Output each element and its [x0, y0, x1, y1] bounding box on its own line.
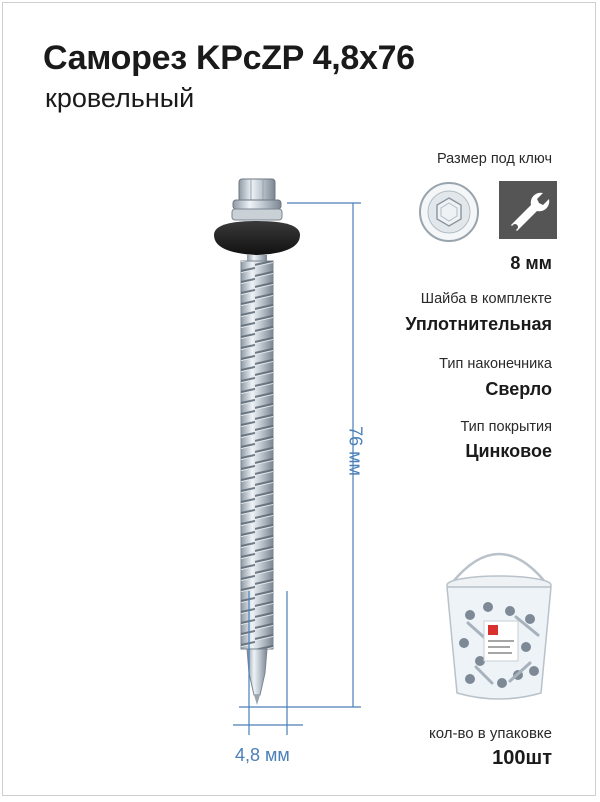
wrench-icon [499, 181, 557, 244]
package-quantity-label: кол-во в упаковке [428, 725, 552, 742]
washer-value: Уплотнительная [405, 314, 552, 334]
package-bucket-image [440, 543, 558, 713]
washer-label: Шайба в комплекте [420, 291, 552, 307]
coating-label: Тип покрытия [460, 419, 552, 435]
sealing-washer [214, 221, 300, 255]
tip-type-label: Тип наконечника [439, 356, 552, 372]
screw-head [232, 179, 282, 220]
product-title: Саморез KPcZP 4,8x76 [43, 39, 415, 77]
package-quantity-value: 100шт [492, 747, 552, 769]
length-label: 76 мм [345, 426, 366, 476]
coating-value: Цинковое [465, 441, 552, 461]
product-subtitle: кровельный [45, 83, 195, 113]
diameter-label: 4,8 мм [235, 745, 290, 765]
key-size-label: Размер под ключ [436, 151, 552, 167]
screw-shank [241, 255, 273, 705]
hex-head-top-view-icon [418, 181, 480, 248]
product-card [2, 2, 596, 796]
tip-type-value: Сверло [485, 379, 552, 399]
key-size-value: 8 мм [510, 253, 552, 273]
